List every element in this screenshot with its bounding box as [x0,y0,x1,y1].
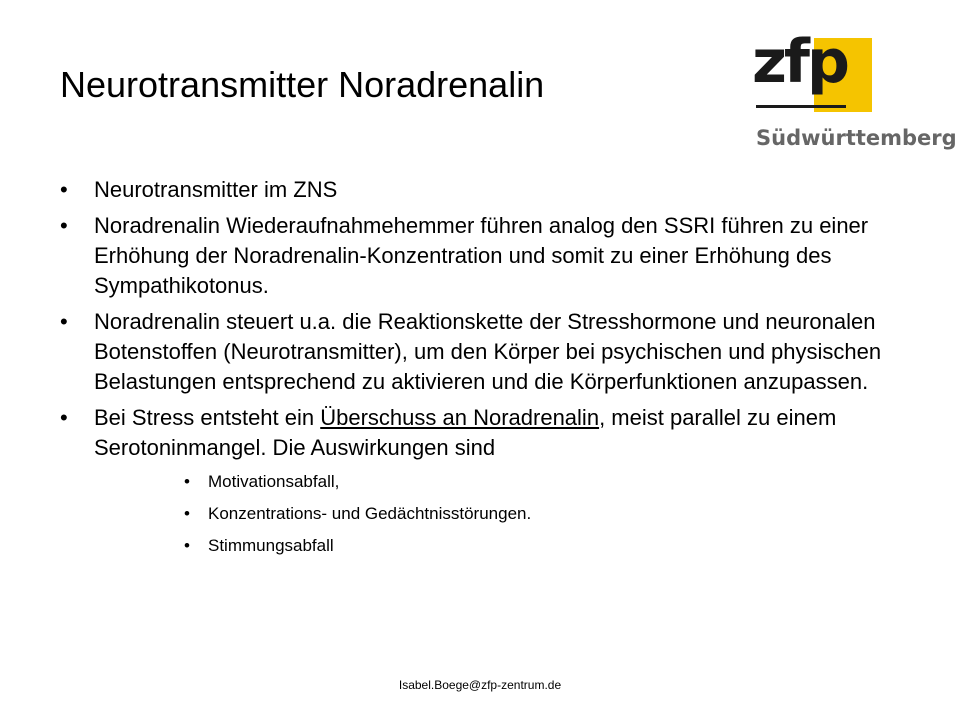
sub-bullet-item [184,535,920,557]
sub-bullet-dot: • [184,536,190,555]
bullet-text-underlined: Überschuss an Noradrenalin [320,405,600,430]
zfp-logo [752,27,957,158]
sub-bullet-item [184,471,920,493]
sub-bullet-text: Motivationsabfall, [208,472,340,491]
footer-email: Isabel.Boege@zfp-zentrum.de [398,678,562,692]
bullet-dot: • [60,309,68,334]
bullet-list [60,175,920,567]
logo-wordmark: zfp [752,27,847,97]
logo-underline [756,105,846,108]
bullet-item [60,175,920,205]
sub-bullet-text: Stimmungsabfall [208,536,334,555]
bullet-dot: • [60,213,68,238]
bullet-dot: • [60,405,68,430]
sub-bullet-text: Konzentrations- und Gedächtnisstörungen. [208,504,532,523]
sub-bullet-list [94,471,920,557]
slide-title: Neurotransmitter Noradrenalin [60,64,545,105]
bullet-text: Neurotransmitter im ZNS [94,177,338,202]
bullet-text-before: Bei Stress entsteht ein [94,405,321,430]
bullet-text: Noradrenalin steuert u.a. die Reaktionskette der Stresshormone und neuronalen Botenstoffen (Neurotransmitter), um den Körper bei psychischen und physischen Belastungen entsprechend zu aktivieren und die Körperfunktionen anzupassen. [94,309,882,394]
sub-bullet-dot: • [184,504,190,523]
bullet-item [60,403,920,557]
bullet-item [60,307,920,397]
sub-bullet-dot: • [184,472,190,491]
logo-subtitle: Südwürttemberg [756,126,957,150]
bullet-dot: • [60,177,68,202]
bullet-text-after: , meist parallel zu einem Serotoninmangel. Die Auswirkungen sind [94,405,837,460]
bullet-item [60,211,920,301]
bullet-text: Noradrenalin Wiederaufnahmehemmer führen analog den SSRI führen zu einer Erhöhung der Noradrenalin-Konzentration und somit zu einer Erhöhung des Sympathikotonus. [94,213,869,298]
sub-bullet-item [184,503,920,525]
